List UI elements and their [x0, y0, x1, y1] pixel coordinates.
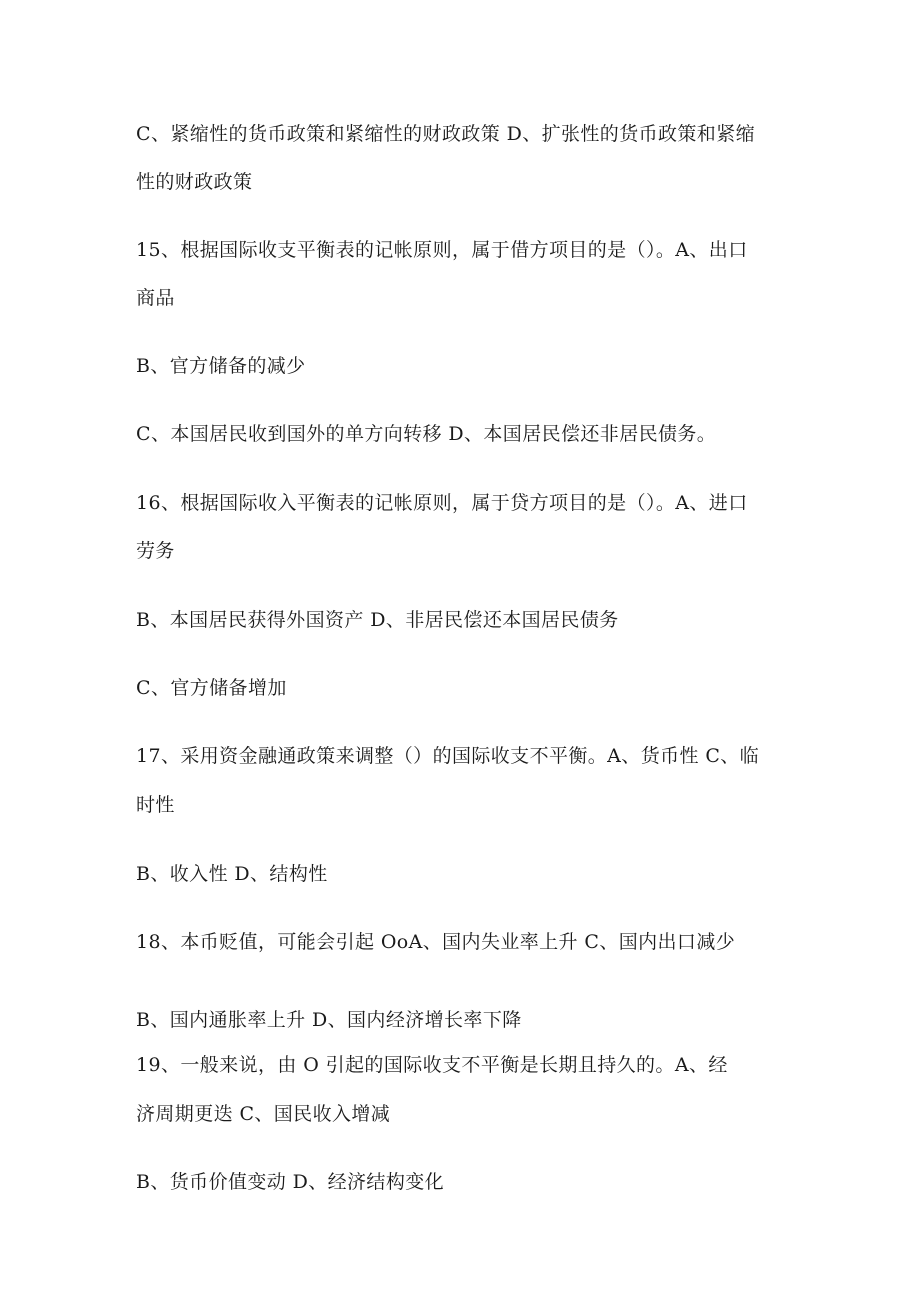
- text-line-q17-option-b-d: B、收入性 D、结构性: [136, 863, 328, 885]
- text-line-q17-stem-cont: 时性: [136, 794, 175, 816]
- text-line-q14-option-c-d: C、紧缩性的货币政策和紧缩性的财政政策 D、扩张性的货币政策和紧缩: [136, 123, 756, 145]
- text-line-q16-stem: 16、根据国际收入平衡表的记帐原则，属于贷方项目的是（）。A、进口: [136, 492, 748, 514]
- text-line-q18-stem: 18、本币贬值，可能会引起 OoA、国内失业率上升 C、国内出口减少: [136, 931, 736, 953]
- text-line-q19-option-b-d: B、货币价值变动 D、经济结构变化: [136, 1171, 445, 1193]
- text-line-q14-option-d-cont: 性的财政政策: [136, 171, 253, 193]
- text-line-q19-stem-cont: 济周期更迭 C、国民收入增减: [136, 1103, 391, 1125]
- text-line-q19-stem: 19、一般来说，由 O 引起的国际收支不平衡是长期且持久的。A、经: [136, 1054, 728, 1076]
- text-line-q17-stem: 17、采用资金融通政策来调整（）的国际收支不平衡。A、货币性 C、临: [136, 745, 760, 767]
- text-line-q15-stem-cont: 商品: [136, 287, 175, 309]
- text-line-q15-option-c-d: C、本国居民收到国外的单方向转移 D、本国居民偿还非居民债务。: [136, 423, 717, 445]
- text-line-q16-stem-cont: 劳务: [136, 540, 175, 562]
- text-line-q16-option-c: C、官方储备增加: [136, 677, 287, 699]
- text-line-q15-option-b: B、官方储备的减少: [136, 355, 306, 377]
- text-line-q15-stem: 15、根据国际收支平衡表的记帐原则，属于借方项目的是（）。A、出口: [136, 239, 748, 261]
- text-line-q18-option-b-d: B、国内通胀率上升 D、国内经济增长率下降: [136, 1009, 522, 1031]
- text-line-q16-option-b-d: B、本国居民获得外国资产 D、非居民偿还本国居民债务: [136, 609, 619, 631]
